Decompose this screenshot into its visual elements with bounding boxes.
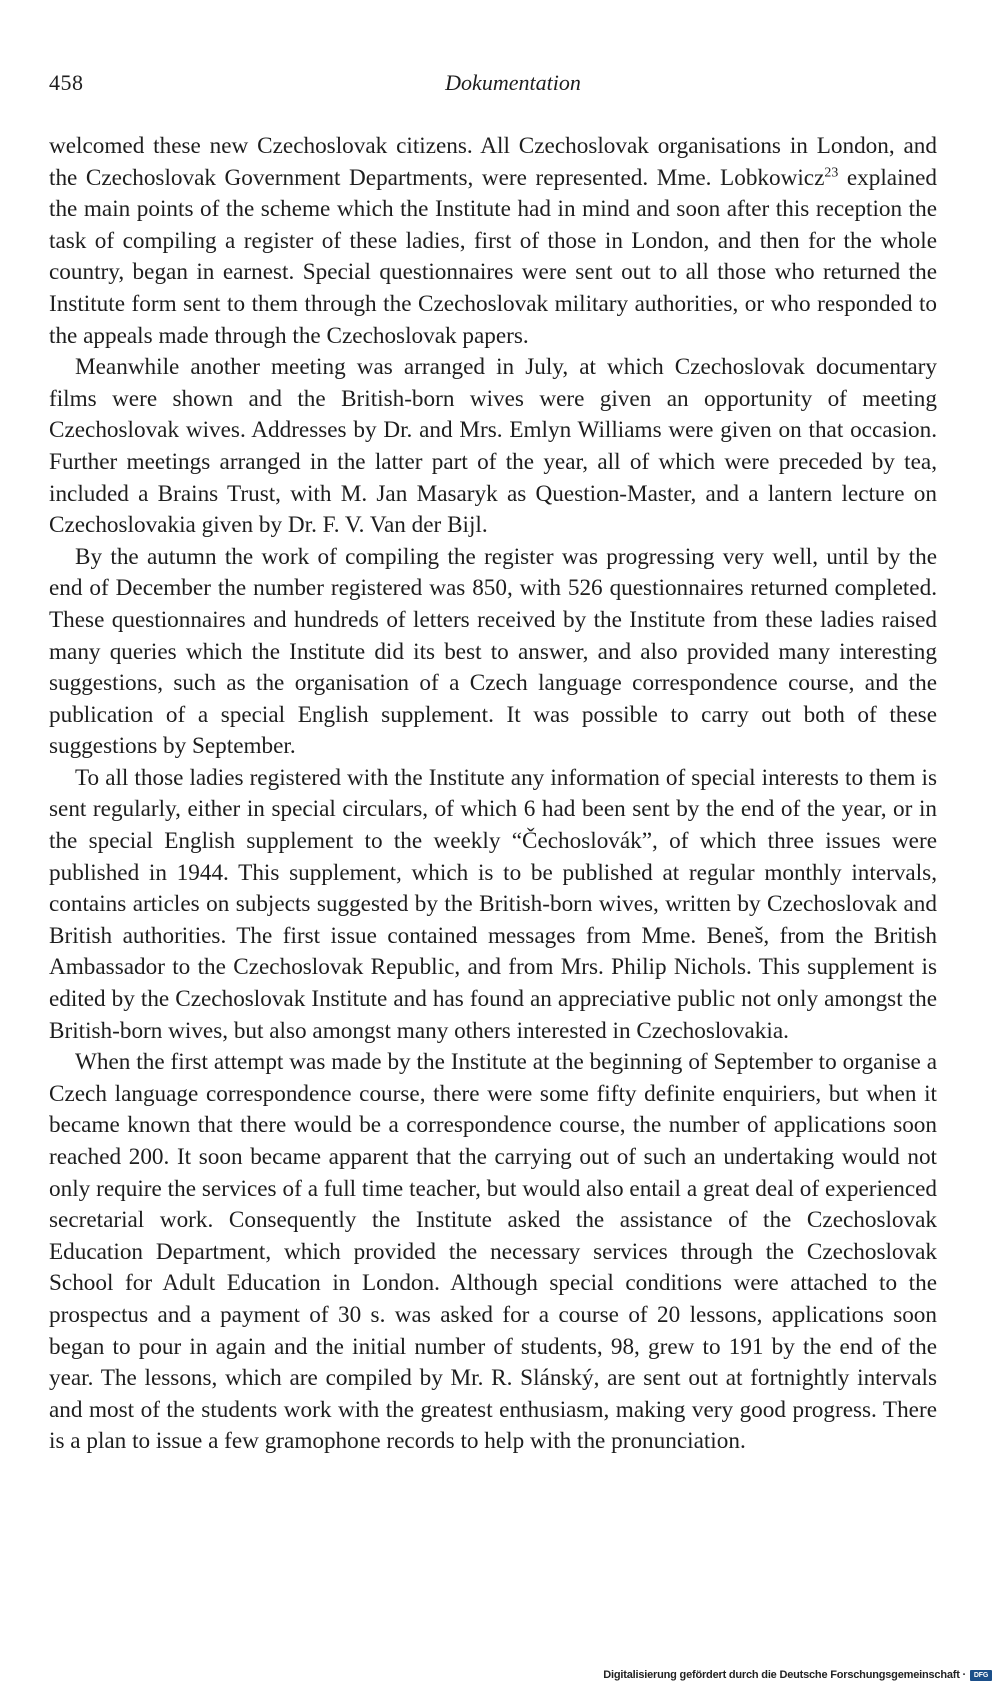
footnote-marker[interactable]: 23 <box>824 164 839 180</box>
paragraph-5: When the first attempt was made by the Institute at the beginning of September to organise a Czech language correspondence course, there were some fifty definite enquiriers, but when it became known that there would be a correspondence course, the number of applications soon reached 200. It soon became apparent that the carrying out of such an undertaking would not only require the services of a full time teacher, but would also entail a great deal of experienced secretarial work. Consequently the Institute asked the assistance of the Czechoslovak Education Department, which provided the necessary services through the Czechoslovak School for Adult Education in London. Although special conditions were attached to the prospectus and a payment of 30 s. was asked for a course of 20 lessons, applications soon began to pour in again and the initial number of students, 98, grew to 191 by the end of the year. The lessons, which are compiled by Mr. R. Slánský, are sent out at fortnightly intervals and most of the students work with the greatest enthusiasm, making very good progress. There is a plan to issue a few gramophone records to help with the pronunciation. <box>49 1049 937 1455</box>
body-text <box>49 131 937 1458</box>
dfg-logo-icon: DFG <box>970 1670 992 1681</box>
paragraph-2: Meanwhile another meeting was arranged in July, at which Czechoslovak documentary films were shown and the British-born wives were given an opportunity of meeting Czechoslovak wives. Addresses by Dr. and Mrs. Emlyn Williams were given on that occasion. Further meetings arranged in the latter part of the year, all of which were preceded by tea, included a Brains Trust, with M. Jan Masaryk as Question-Master, and a lantern lecture on Czechoslovakia given by Dr. F. V. Van der Bijl. <box>49 354 937 539</box>
page-header <box>49 70 937 104</box>
footer-credit: Digitalisierung gefördert durch die Deutsche Forschungsgemeinschaft · <box>603 1669 966 1681</box>
running-title: Dokumentation <box>445 70 581 95</box>
paragraph-1 <box>49 131 937 352</box>
digitization-footer <box>603 1669 992 1681</box>
paragraph-1-start: welcomed these new Czechoslovak citizens. All Czechoslovak organisations in London, and the Czechoslovak Government Departments, were represented. Mme. Lobkowicz <box>49 133 937 191</box>
paragraph-4: To all those ladies registered with the Institute any information of special interests to them is sent regularly, either in special circulars, of which 6 had been sent by the end of the year, or in the special English supplement to the weekly “Čechoslovák”, of which three issues were published in 1944. This supplement, which is to be published at regular monthly intervals, contains articles on subjects suggested by the British-born wives, written by Czechoslovak and British authorities. The first issue contained messages from Mme. Beneš, from the British Ambassador to the Czechoslovak Republic, and from Mrs. Philip Nichols. This supplement is edited by the Czechoslovak Institute and has found an appreciative public not only amongst the British-born wives, but also amongst many others interested in Czechoslovakia. <box>49 764 937 1044</box>
paragraph-3: By the autumn the work of compiling the register was progressing very well, until by the end of December the number registered was 850, with 526 questionnaires returned completed. These questionnaires and hundreds of letters received by the Institute from these ladies raised many queries which the Institute did its best to answer, and also provided many interesting suggestions, such as the organisation of a Czech language correspondence course, and the publication of a special English supplement. It was possible to carry out both of these suggestions by September. <box>49 543 937 760</box>
paragraph-1-end: explained the main points of the scheme which the Institute had in mind and soon after this reception the task of compiling a register of these ladies, first of those in London, and then for the whole country, began in earnest. Special questionnaires were sent out to all those who returned the Institute form sent to them through the Czechoslovak military authorities, or who responded to the appeals made through the Czechoslovak papers. <box>49 164 937 349</box>
page-number: 458 <box>49 70 84 95</box>
